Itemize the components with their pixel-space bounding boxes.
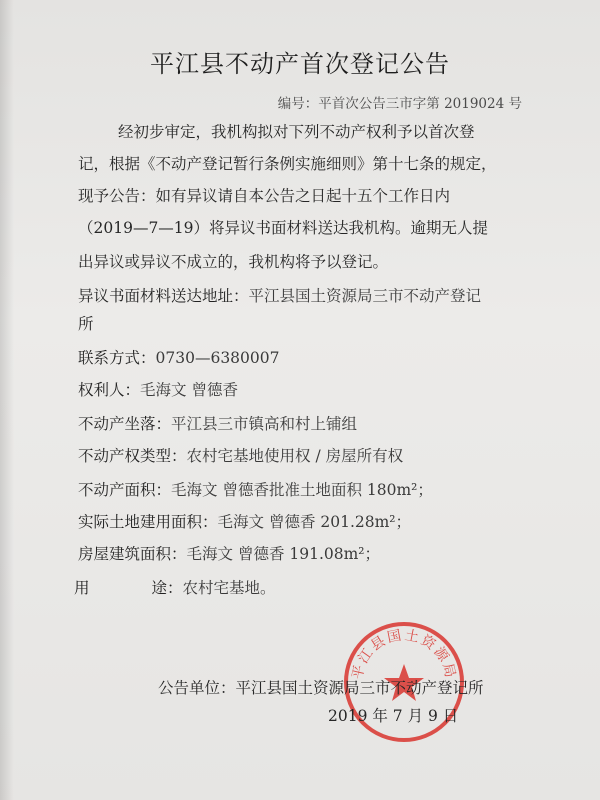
rights-holder [78, 378, 238, 400]
property-area-label: 不动产面积： [78, 481, 172, 499]
issuing-unit: 公告单位：平江县国土资源局三市不动产登记所 [158, 679, 484, 697]
usage-value: 农村宅基地。 [182, 579, 276, 597]
body-line-2: 记，根据《不动产登记暂行条例实施细则》第十七条的规定， [78, 155, 497, 173]
objection-address-value: 平江县国土资源局三市不动产登记 [248, 287, 482, 305]
document-number: 编号：平首次公告三市字第 2019024 号 [277, 96, 522, 112]
property-right-type [78, 444, 403, 466]
seal-text: 平江县国土资源局 [349, 627, 459, 681]
contact-info [78, 346, 280, 368]
objection-address-label: 异议书面材料送达地址： [78, 287, 249, 305]
body-line-3: 现予公告：如有异议请自本公告之日起十五个工作日内 [78, 187, 451, 205]
property-right-type-value: 农村宅基地使用权 / 房屋所有权 [186, 447, 404, 465]
building-area-label: 房屋建筑面积： [78, 545, 187, 563]
body-line-1: 经初步审定，我机构拟对下列不动产权利予以首次登 [118, 123, 475, 141]
property-location-value: 平江县三市镇高和村上铺组 [171, 415, 358, 433]
property-right-type-label: 不动产权类型： [78, 447, 187, 465]
usage-label-char2: 途： [151, 579, 183, 597]
objection-address [78, 284, 481, 306]
actual-land-area [78, 510, 411, 532]
building-area [78, 542, 380, 564]
usage-label-char1: 用 [74, 579, 90, 597]
body-line-5: 出异议或异议不成立的，我机构将予以登记。 [78, 253, 389, 271]
actual-land-area-label: 实际土地建用面积： [78, 513, 218, 531]
property-area-value: 毛海文 曾德香批准土地面积 180m²； [171, 481, 433, 499]
notice-title: 平江县不动产首次登记公告 [150, 50, 450, 78]
issue-date: 2019 年 7 月 9 日 [328, 707, 459, 725]
property-location-label: 不动产坐落： [78, 415, 172, 433]
page-shadow [0, 0, 14, 800]
contact-value: 0730—6380007 [155, 349, 280, 367]
property-usage [74, 576, 276, 598]
property-location [78, 412, 357, 434]
objection-address-continued: 所 [78, 315, 94, 333]
building-area-value: 毛海文 曾德香 191.08m²； [186, 545, 381, 563]
property-area [78, 478, 433, 500]
body-line-4: （2019—7—19）将异议书面材料送达我机构。逾期无人提 [78, 219, 489, 237]
contact-label: 联系方式： [78, 349, 156, 367]
rights-holder-label: 权利人： [78, 381, 141, 399]
actual-land-area-value: 毛海文 曾德香 201.28m²； [217, 513, 412, 531]
rights-holder-value: 毛海文 曾德香 [140, 381, 238, 399]
